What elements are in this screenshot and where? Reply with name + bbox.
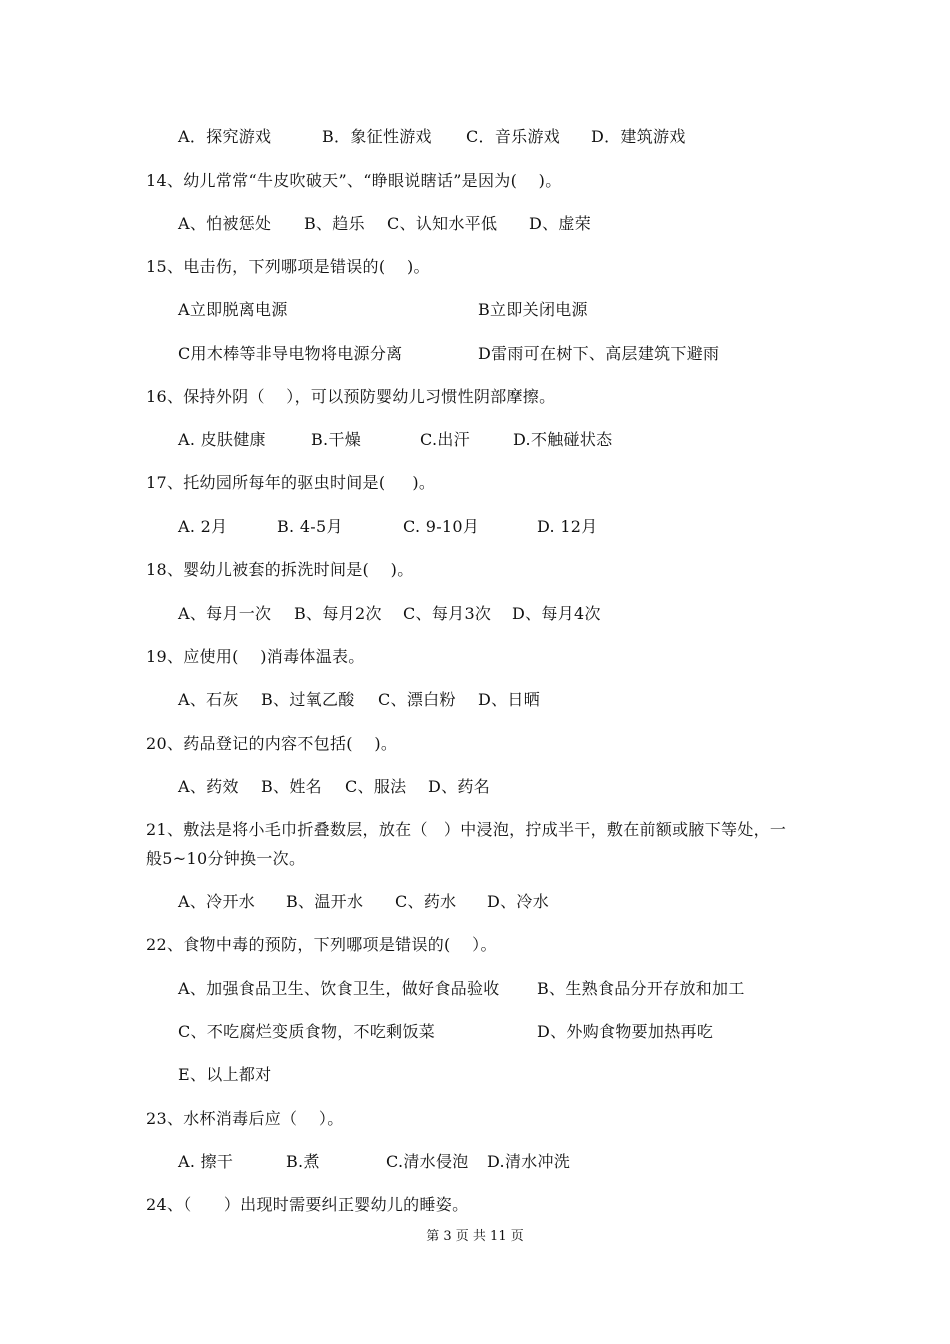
q23-option-d: D.清水冲洗 (487, 1152, 571, 1171)
q15-stem: 15、电击伤，下列哪项是错误的( )。 (146, 257, 430, 276)
q13-option-a: A．探究游戏 (178, 127, 272, 146)
q18-stem: 18、婴幼儿被套的拆洗时间是( )。 (146, 560, 414, 579)
q22-stem: 22、食物中毒的预防，下列哪项是错误的( ）。 (146, 935, 497, 954)
q16-option-b: B.干燥 (311, 430, 362, 449)
q16-option-d: D.不触碰状态 (513, 430, 613, 449)
q16-option-c: C.出汗 (420, 430, 470, 449)
q19-option-d: D、日晒 (478, 690, 541, 709)
q14-stem: 14、幼儿常常“牛皮吹破天”、“睁眼说瞎话”是因为( )。 (146, 171, 562, 190)
q17-stem: 17、托幼园所每年的驱虫时间是( )。 (146, 473, 436, 492)
q13-option-c: C．音乐游戏 (466, 127, 561, 146)
q13-option-d: D．建筑游戏 (591, 127, 686, 146)
q21-option-d: D、冷水 (487, 892, 550, 911)
q16-option-a: A. 皮肤健康 (178, 430, 266, 449)
q13-option-b: B．象征性游戏 (322, 127, 432, 146)
page-footer: 第 3 页 共 11 页 (426, 1229, 524, 1244)
q24-stem: 24、（ ）出现时需要纠正婴幼儿的睡姿。 (146, 1195, 469, 1214)
q21-option-a: A、冷开水 (178, 892, 256, 911)
q21-option-c: C、药水 (395, 892, 457, 911)
q18-option-d: D、每月4次 (512, 604, 601, 623)
q22-option-d: D、外购食物要加热再吃 (537, 1022, 714, 1041)
q18-option-c: C、每月3次 (403, 604, 492, 623)
q20-option-a: A、药效 (178, 777, 239, 796)
q19-option-b: B、过氧乙酸 (261, 690, 355, 709)
q15-option-d: D雷雨可在树下、高层建筑下避雨 (478, 344, 720, 363)
q20-option-c: C、服法 (345, 777, 407, 796)
q22-option-a: A、加强食品卫生、饮食卫生，做好食品验收 (178, 979, 500, 998)
q23-option-b: B.煮 (286, 1152, 320, 1171)
q22-option-e: E、以上都对 (178, 1065, 272, 1084)
q17-option-a: A. 2月 (178, 517, 228, 536)
q23-stem: 23、水杯消毒后应（ ）。 (146, 1109, 344, 1128)
q21-stem-line2: 般5~10分钟换一次。 (146, 849, 306, 868)
q23-option-c: C.清水侵泡 (386, 1152, 469, 1171)
q19-option-a: A、石灰 (178, 690, 239, 709)
q14-option-b: B、趋乐 (304, 214, 365, 233)
q14-option-a: A、怕被惩处 (178, 214, 272, 233)
q17-option-c: C. 9-10月 (403, 517, 480, 536)
q20-option-d: D、药名 (428, 777, 491, 796)
q19-option-c: C、漂白粉 (378, 690, 456, 709)
q16-stem: 16、保持外阴（ ），可以预防婴幼儿习惯性阴部摩擦。 (146, 387, 556, 406)
q23-option-a: A. 擦干 (178, 1152, 234, 1171)
q20-option-b: B、姓名 (261, 777, 322, 796)
q21-option-b: B、温开水 (286, 892, 364, 911)
q15-option-c: C用木棒等非导电物将电源分离 (178, 344, 403, 363)
q17-option-d: D. 12月 (537, 517, 598, 536)
q19-stem: 19、应使用( )消毒体温表。 (146, 647, 365, 666)
q15-option-a: A立即脱离电源 (178, 300, 288, 319)
q14-option-c: C、认知水平低 (387, 214, 498, 233)
q17-option-b: B. 4-5月 (277, 517, 343, 536)
q22-option-c: C、不吃腐烂变质食物，不吃剩饭菜 (178, 1022, 436, 1041)
q22-option-b: B、生熟食品分开存放和加工 (537, 979, 745, 998)
q20-stem: 20、药品登记的内容不包括( )。 (146, 734, 398, 753)
q14-option-d: D、虚荣 (529, 214, 592, 233)
q18-option-b: B、每月2次 (294, 604, 382, 623)
q15-option-b: B立即关闭电源 (478, 300, 588, 319)
q18-option-a: A、每月一次 (178, 604, 272, 623)
q21-stem-line1: 21、敷法是将小毛巾折叠数层，放在（ ）中浸泡，拧成半干，敷在前额或腋下等处，一 (146, 820, 787, 839)
